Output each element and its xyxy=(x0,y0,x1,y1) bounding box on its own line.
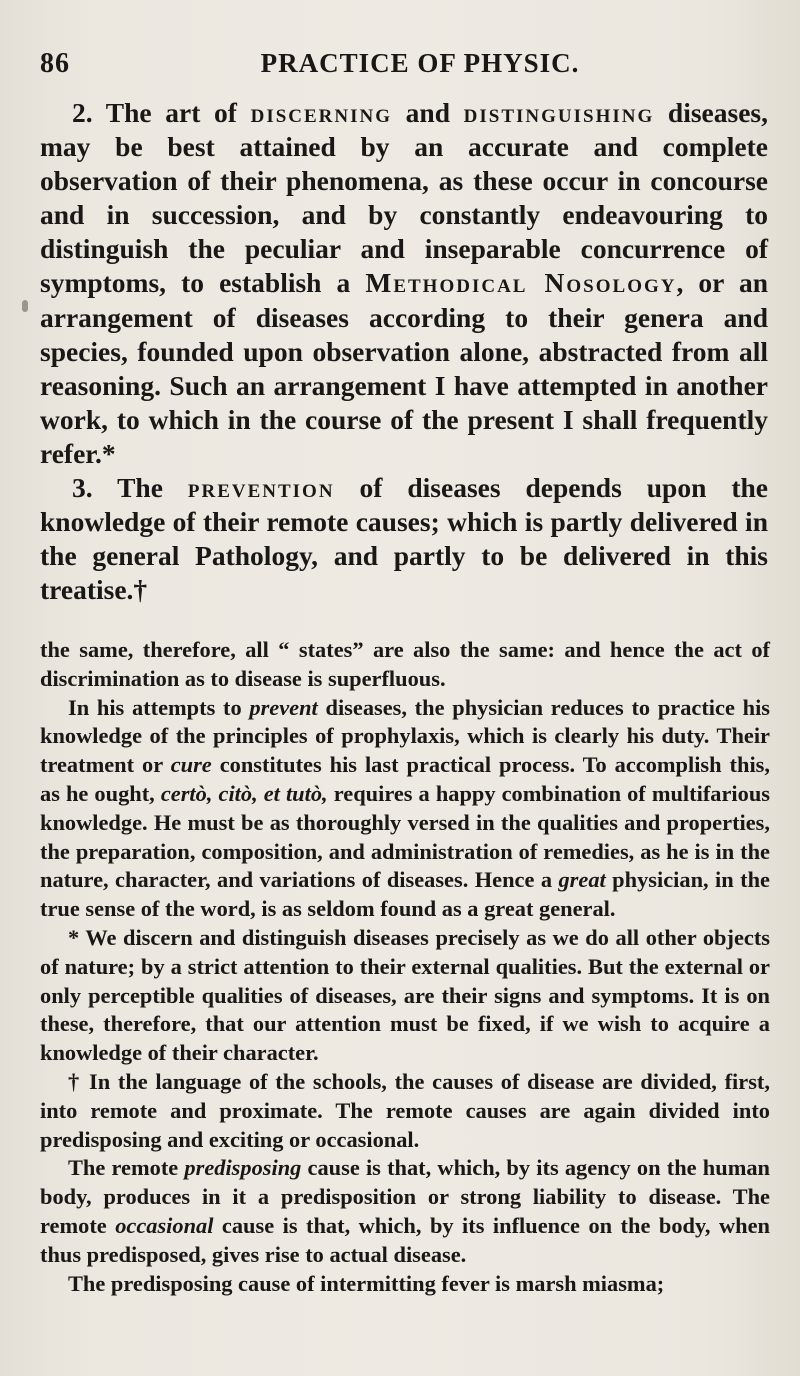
footnote-continuation: the same, therefore, all “ states” are also the same: and hence the act of discrimination as to disease is superfluous. xyxy=(40,637,770,691)
ink-smudge xyxy=(22,300,28,312)
page-number: 86 xyxy=(40,48,70,79)
footnote-paragraph: The predisposing cause of intermitting fever is marsh miasma; xyxy=(68,1270,665,1296)
footnote-asterisk: * We discern and distinguish diseases precisely as we do all other objects of nature; by a strict attention to their external qualities. But the external or only perceptible qualities of diseases, are their signs and symptoms. It is on these, therefore, that our attention must be fixed, if we wish to acquire a knowledge of their character. xyxy=(40,924,770,1066)
footnote-dagger: † In the language of the schools, the causes of disease are divided, first, into remote and proximate. The remote causes are again divided into predisposing and exciting or occasional. xyxy=(40,1068,770,1152)
page-header xyxy=(40,48,760,84)
main-text xyxy=(40,96,768,607)
footnote-paragraph: In his attempts to prevent diseases, the physician reduces to practice his knowledge of the principles of prophylaxis, which is clearly his duty. Their treatment or cure constitutes his last practical process. To accomplish this, as he ought, certò, citò, et tutò, requires a happy combination of multifarious knowledge. He must be as thoroughly versed in the qualities and properties, the preparation, composition, and administration of remedies, as he is in the nature, character, and variations of diseases. Hence a great physician, in the true sense of the word, is as seldom found as a great general. xyxy=(40,694,771,922)
footnote-paragraph: The remote predisposing cause is that, which, by its agency on the human body, produces in it a predisposition or strong liability to disease. The remote occasional cause is that, which, by its influence on the body, when thus predisposed, gives rise to actual disease. xyxy=(40,1155,771,1267)
paragraph-3: 3. The prevention of diseases depends upon the knowledge of their remote causes; which is partly delivered in the general Pathology, and partly to be delivered in this treatise.† xyxy=(40,472,768,606)
paragraph-2: 2. The art of discerning and distinguishing diseases, may be best attained by an accurate and complete observation of their phenomena, as these occur in concourse and in succession, and by constantly endeavouring to distinguish the peculiar and inseparable concurrence of symptoms, to establish a Methodical Nosology, or an arrangement of diseases according to their genera and species, founded upon observation alone, abstracted from all reasoning. Such an arrangement I have attempted in another work, to which in the course of the present I shall frequently refer.* xyxy=(40,97,769,469)
footnotes xyxy=(40,636,770,1298)
running-head: PRACTICE OF PHYSIC. xyxy=(260,48,580,78)
